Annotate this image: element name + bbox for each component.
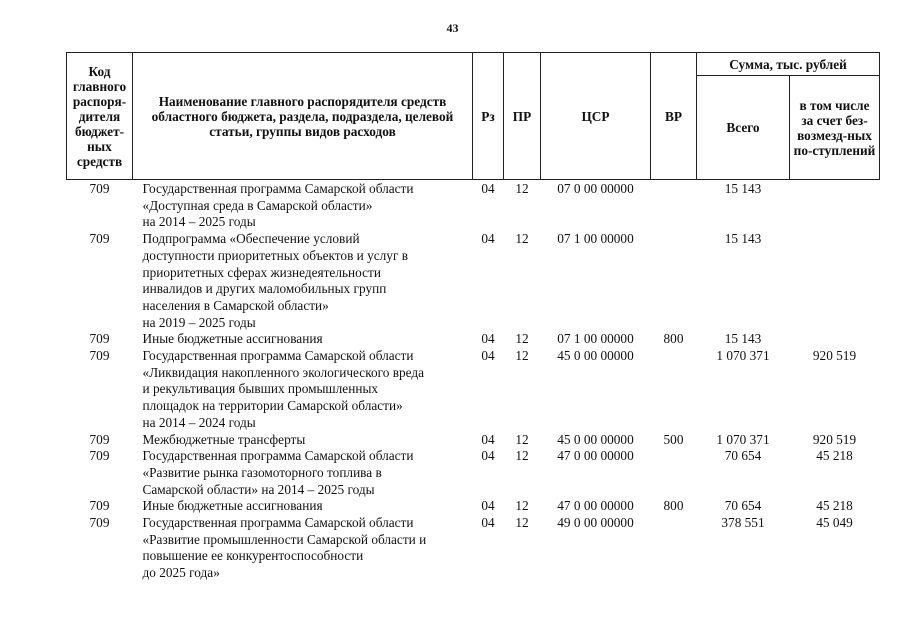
- cell-csr: 07 0 00 00000: [557, 181, 634, 196]
- cell-vr: 800: [663, 498, 684, 514]
- cell-total: 15 143: [724, 331, 762, 347]
- cell-free: [790, 231, 880, 331]
- cell-pr: 12: [515, 515, 529, 531]
- cell-total: 1 070 371: [716, 431, 770, 447]
- header-total: Всего: [697, 76, 790, 180]
- cell-name: Государственная программа Самарской области «Развитие промышленности Самарской области и повышение ее конкурентоспособности до 2025 года»: [142, 515, 427, 581]
- cell-csr: 49 0 00 00000: [557, 515, 634, 531]
- cell-total: 1 070 371: [716, 348, 770, 364]
- cell-pr: 12: [515, 331, 529, 347]
- header-free: в том числе за счет без-возмезд-ных по-ступлений: [790, 76, 880, 180]
- cell-name: Иные бюджетные ассигнования: [142, 331, 323, 347]
- cell-name: Государственная программа Самарской области «Ликвидация накопленного экологического вреда и рекультивация бывших промышленных площадок на территории Самарской области» на 2014 – 2024 годы: [142, 348, 425, 430]
- cell-name: Иные бюджетные ассигнования: [142, 498, 323, 514]
- cell-csr: 07 1 00 00000: [557, 231, 634, 247]
- header-csr: ЦСР: [541, 53, 651, 180]
- table-row: [67, 515, 880, 582]
- header-name: Наименование главного распорядителя средств областного бюджета, раздела, подраздела, целевой статьи, группы видов расходов: [133, 53, 473, 180]
- table-row: [67, 432, 880, 449]
- cell-rz: 04: [481, 448, 495, 464]
- table-row: [67, 180, 880, 232]
- cell-rz: 04: [481, 515, 495, 531]
- table-row: [67, 348, 880, 432]
- table-row: [67, 231, 880, 331]
- cell-vr: [651, 231, 697, 331]
- cell-code: 709: [89, 498, 110, 514]
- header-code: Код главного распоря-дителя бюджет-ных средств: [67, 53, 133, 180]
- cell-code: 709: [89, 448, 110, 464]
- cell-code: 709: [89, 348, 110, 364]
- cell-vr: [651, 180, 697, 232]
- cell-name: Межбюджетные трансферты: [142, 431, 306, 447]
- cell-total: 378 551: [721, 515, 765, 531]
- cell-name: Государственная программа Самарской области «Доступная среда в Самарской области» на 2014 – 2025 годы: [142, 181, 414, 230]
- cell-pr: 12: [515, 448, 529, 464]
- cell-free: 920 519: [812, 431, 857, 447]
- cell-vr: 800: [663, 331, 684, 347]
- cell-vr: [651, 448, 697, 498]
- header-sum: Сумма, тыс. рублей: [697, 53, 880, 76]
- table-row: [67, 448, 880, 498]
- cell-total: 15 143: [724, 181, 762, 196]
- cell-pr: 12: [515, 431, 529, 447]
- cell-free: [790, 180, 880, 232]
- cell-vr: [651, 515, 697, 582]
- cell-rz: 04: [481, 498, 495, 514]
- header-vr: ВР: [651, 53, 697, 180]
- cell-code: 709: [89, 431, 110, 447]
- cell-code: 709: [89, 181, 110, 196]
- cell-name: Подпрограмма «Обеспечение условий доступности приоритетных объектов и услуг в приоритетных сферах жизнедеятельности инвалидов и других маломобильных групп населения в Самарской области» на 2019 – 2025 годы: [142, 231, 408, 330]
- cell-csr: 47 0 00 00000: [557, 448, 634, 464]
- cell-rz: 04: [481, 348, 495, 364]
- header-rz: Рз: [473, 53, 504, 180]
- cell-total: 70 654: [724, 498, 762, 514]
- cell-pr: 12: [515, 231, 529, 247]
- cell-free: 45 049: [816, 515, 853, 531]
- cell-rz: 04: [481, 431, 495, 447]
- cell-total: 15 143: [724, 231, 762, 247]
- budget-table: [66, 52, 880, 582]
- cell-free: 920 519: [812, 348, 857, 364]
- cell-free: 45 218: [816, 448, 853, 464]
- cell-pr: 12: [515, 498, 529, 514]
- cell-csr: 45 0 00 00000: [557, 431, 634, 447]
- cell-free: [790, 331, 880, 348]
- cell-rz: 04: [481, 331, 495, 347]
- cell-rz: 04: [481, 231, 495, 247]
- cell-name: Государственная программа Самарской области «Развитие рынка газомоторного топлива в Самарской области» на 2014 – 2025 годы: [142, 448, 414, 497]
- cell-vr: [651, 348, 697, 432]
- cell-csr: 07 1 00 00000: [557, 331, 634, 347]
- cell-pr: 12: [515, 181, 529, 196]
- page-number: 43: [446, 21, 459, 35]
- table-body: [67, 180, 880, 582]
- cell-code: 709: [89, 231, 110, 247]
- cell-code: 709: [89, 331, 110, 347]
- cell-code: 709: [89, 515, 110, 531]
- cell-vr: 500: [663, 431, 684, 447]
- cell-csr: 47 0 00 00000: [557, 498, 634, 514]
- header-pr: ПР: [504, 53, 541, 180]
- table-row: [67, 331, 880, 348]
- table-row: [67, 498, 880, 515]
- cell-pr: 12: [515, 348, 529, 364]
- cell-total: 70 654: [724, 448, 762, 464]
- cell-csr: 45 0 00 00000: [557, 348, 634, 364]
- cell-free: 45 218: [816, 498, 853, 514]
- cell-rz: 04: [481, 181, 495, 196]
